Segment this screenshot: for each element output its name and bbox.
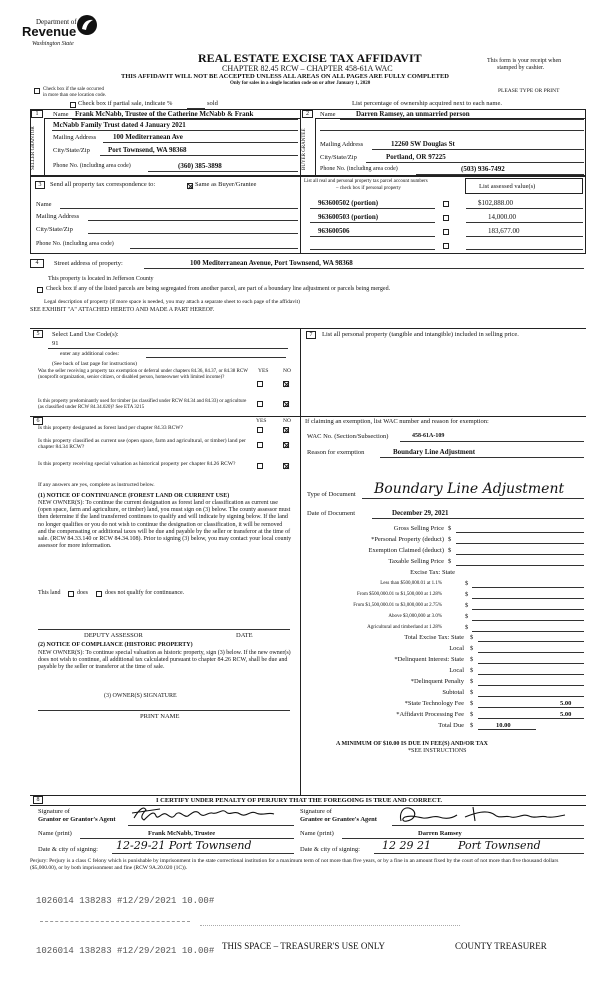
personal-dollar: $ bbox=[448, 536, 452, 543]
parcel-value[interactable]: 183,677.00 bbox=[488, 227, 520, 235]
agency-line2: Revenue bbox=[22, 24, 77, 39]
corr-phone-line[interactable] bbox=[130, 248, 298, 249]
section-3-number: 3 bbox=[35, 181, 45, 189]
same-as-buyer-label: Same as Buyer/Grantee bbox=[195, 181, 257, 188]
exemption-claimed-line[interactable] bbox=[456, 554, 584, 555]
buyer-city-label: City/State/Zip bbox=[320, 154, 357, 161]
dor-logo bbox=[22, 14, 100, 52]
q6-historic-yes[interactable] bbox=[257, 463, 263, 469]
grantee-date-city-label: Date & city of signing: bbox=[300, 846, 360, 853]
land-does-not-checkbox[interactable] bbox=[96, 591, 102, 597]
partial-sale-label: Check box if partial sale, indicate % bbox=[78, 100, 173, 107]
tier1-dollar: $ bbox=[465, 580, 469, 587]
delinquent-interest-line[interactable] bbox=[478, 663, 584, 664]
corr-mailing-label: Mailing Address bbox=[36, 213, 80, 220]
print-name-label: PRINT NAME bbox=[140, 713, 180, 720]
agency-line1: Department of bbox=[36, 18, 77, 26]
owner-signature-label: (3) OWNER(S) SIGNATURE bbox=[104, 693, 177, 699]
land-does-checkbox[interactable] bbox=[68, 591, 74, 597]
section-4-number: 4 bbox=[30, 259, 44, 268]
q5-exemption-question: Was the seller receiving a property tax exemption or deferral under chapters 84.36, 84.37, or 84.38 RCW (nonprofit organization, senior citizen, or disabled person, homeowner with limited income)? bbox=[38, 369, 248, 380]
corr-mailing-line[interactable] bbox=[88, 220, 298, 221]
tier1-line[interactable] bbox=[472, 587, 584, 588]
buyer-mailing-label: Mailing Address bbox=[320, 141, 364, 148]
taxable-selling-line[interactable] bbox=[456, 565, 584, 566]
seller-phone-label: Phone No. (including area code) bbox=[53, 163, 131, 169]
notice1-text: NEW OWNER(S): To continue the current designation as forest land or classification as current use (open space, farm and agriculture, or timber) land, you must sign on (3) below. The county assessor must then determine if the land transferred continues to qualify and will indicate by signing below. If the land no longer qualifies or you do not wish to continue the designation or classification, it will be removed and the compensating or additional taxes will be due and payable by the seller or transferor at the time of sale. (RCW 84.33.140 or RCW 84.34.108). Prior to signing (3) below, you may contact your local county assessor for more information. bbox=[38, 500, 292, 550]
delinquent-interest-label: *Delinquent Interest: State bbox=[394, 656, 464, 663]
q6-yes-header: YES bbox=[256, 418, 267, 424]
parcel-account[interactable]: 963600503 (portion) bbox=[318, 213, 379, 221]
affidavit-fee-dollar: $ bbox=[470, 711, 474, 718]
personal-property-deduct-label: *Personal Property (deduct) bbox=[371, 536, 444, 543]
wac-number[interactable]: 458-61A-109 bbox=[412, 433, 445, 439]
q6-current-use-no[interactable] bbox=[283, 442, 289, 448]
exemption-reason[interactable]: Boundary Line Adjustment bbox=[393, 448, 476, 456]
certify-statement: I CERTIFY UNDER PENALTY OF PERJURY THAT THE FOREGOING IS TRUE AND CORRECT. bbox=[156, 797, 443, 804]
seller-phone[interactable]: (360) 385-3898 bbox=[178, 162, 222, 170]
land-does-label: does bbox=[77, 590, 88, 596]
form-title: REAL ESTATE EXCISE TAX AFFIDAVIT bbox=[198, 51, 422, 65]
q6-current-use-yes[interactable] bbox=[257, 442, 263, 448]
personal-property-checkbox[interactable] bbox=[443, 201, 449, 207]
section-8-number: 8 bbox=[33, 796, 43, 804]
notice2-title: (2) NOTICE OF COMPLIANCE (HISTORIC PROPERTY) bbox=[38, 642, 193, 648]
cashier-stamp-1: 1026014 138283 #12/29/2021 10.00# bbox=[36, 896, 215, 906]
grantor-name-label: Name (print) bbox=[38, 830, 72, 837]
personal-property-checkbox[interactable] bbox=[443, 215, 449, 221]
multi-location-checkbox[interactable] bbox=[34, 88, 40, 94]
parcel-header1: List all real and personal property tax parcel account numbers bbox=[304, 179, 428, 184]
deputy-signature-line[interactable] bbox=[38, 629, 290, 630]
tier3-line[interactable] bbox=[472, 609, 584, 610]
parcel-value[interactable]: 14,000.00 bbox=[488, 213, 516, 221]
dor-logo-mark-icon bbox=[76, 14, 98, 36]
subtotal-dollar: $ bbox=[470, 689, 474, 696]
cashier-stamp-2: 1026014 138283 #12/29/2021 10.00# bbox=[36, 946, 215, 956]
seller-city-label: City/State/Zip bbox=[53, 147, 90, 154]
tier2-dollar: $ bbox=[465, 591, 469, 598]
total-due-label: Total Due bbox=[438, 722, 464, 729]
land-use-label: Select Land Use Code(s): bbox=[52, 331, 119, 338]
land-use-code[interactable]: 91 bbox=[52, 340, 59, 347]
grantor-date-city[interactable]: 12-29-21 Port Townsend bbox=[116, 839, 252, 852]
q6-no-header: NO bbox=[283, 418, 291, 424]
personal-property-checkbox[interactable] bbox=[443, 229, 449, 235]
taxable-dollar: $ bbox=[448, 558, 452, 565]
total-due-value[interactable]: 10.00 bbox=[496, 722, 511, 729]
total-excise-state-label: Total Excise Tax: State bbox=[404, 634, 464, 641]
multi-location-label1: Check box if the sale occurred bbox=[43, 87, 104, 92]
section-1-number: 1 bbox=[31, 110, 43, 118]
local-interest-label: Local bbox=[449, 667, 464, 674]
q6-current-use-question: Is this property classified as current use (open space, farm and agricultural, or timber) land per chapter 84.34 RCW? bbox=[38, 438, 246, 451]
local2-dollar: $ bbox=[470, 667, 474, 674]
grantor-name[interactable]: Frank McNabb, Trustee bbox=[148, 830, 216, 837]
same-as-buyer-checkbox[interactable] bbox=[187, 183, 193, 189]
this-land-label: This land bbox=[38, 590, 61, 596]
personal-property-text: List all personal property (tangible and intangible) included in selling price. bbox=[322, 331, 519, 338]
tier5-line[interactable] bbox=[472, 631, 584, 632]
form-chapter: CHAPTER 82.45 RCW – CHAPTER 458-61A WAC bbox=[222, 64, 393, 73]
segregation-text: Check box if any of the listed parcels are being segregated from another parcel, are part of a boundary line adjustment or parcels being merged. bbox=[46, 286, 391, 292]
subtotal-line[interactable] bbox=[478, 696, 584, 697]
form-warning: THIS AFFIDAVIT WILL NOT BE ACCEPTED UNLESS ALL AREAS ON ALL PAGES ARE FULLY COMPLETED bbox=[121, 73, 449, 80]
corr-name-line[interactable] bbox=[60, 208, 298, 209]
buyer-phone-label: Phone No. (including area code) bbox=[320, 166, 398, 172]
tier5-dollar: $ bbox=[465, 624, 469, 631]
section-5-number: 5 bbox=[33, 330, 43, 338]
tier4-label: Above $3,000,000 at 3.0% bbox=[388, 614, 442, 619]
doc-date[interactable]: December 29, 2021 bbox=[392, 509, 449, 517]
legal-description-label: Legal description of property (if more space is needed, you may attach a separate sheet to each page of the affidavit) bbox=[44, 299, 300, 305]
buyer-city[interactable]: Portland, OR 97225 bbox=[386, 153, 446, 161]
q5-timber-yes[interactable] bbox=[257, 401, 263, 407]
perjury-notice: Perjury: Perjury is a class C felony which is punishable by imprisonment in the state correctional institution for a maximum term of not more than five years, or by a fine in an amount fixed by the court of not more than five thousand dollars ($5,000.00), or by both imprisonment and fine (RCW 9A.20.020 (1C)). bbox=[30, 858, 559, 872]
tier1-label: Less than $500,000.01 at 1.1% bbox=[380, 581, 442, 586]
wac-label: WAC No. (Section/Subsection) bbox=[307, 433, 389, 440]
county-text: This property is located in Jefferson County bbox=[48, 276, 154, 282]
receipt-note1: This form is your receipt when bbox=[487, 58, 562, 64]
grantor-sig-label1: Signature of bbox=[38, 808, 70, 815]
section-2-number: 2 bbox=[302, 110, 313, 118]
property-street[interactable]: 100 Mediterranean Avenue, Port Townsend, WA 98368 bbox=[190, 259, 353, 267]
tech-fee-dollar: $ bbox=[470, 700, 474, 707]
grantee-sig-label2: Grantee or Grantee's Agent bbox=[300, 816, 377, 823]
delinquent-dollar: $ bbox=[470, 656, 474, 663]
total-due-dollar: $ bbox=[470, 722, 474, 729]
buyer-phone[interactable]: (503) 936-7492 bbox=[461, 165, 505, 173]
seller-name-label: Name bbox=[53, 111, 69, 118]
doc-type-label: Type of Document bbox=[307, 491, 356, 498]
local-tax-label: Local bbox=[449, 645, 464, 652]
seller-side-label: SELLER GRANTOR bbox=[31, 126, 36, 170]
tier4-line[interactable] bbox=[472, 620, 584, 621]
grantee-date[interactable]: 12 29 21 bbox=[382, 839, 431, 852]
q6-historic-no[interactable] bbox=[283, 463, 289, 469]
minimum-due-note: A MINIMUM OF $10.00 IS DUE IN FEE(S) AND/OR TAX bbox=[336, 741, 488, 747]
please-type: PLEASE TYPE OR PRINT bbox=[498, 88, 560, 94]
personal-property-line[interactable] bbox=[456, 543, 584, 544]
receipt-note2: stamped by cashier. bbox=[497, 65, 545, 71]
tier3-label: From $1,500,000.01 to $3,000,000 at 2.75% bbox=[353, 603, 442, 608]
affidavit-fee-label: *Affidavit Processing Fee bbox=[396, 711, 464, 718]
seller-city[interactable]: Port Townsend, WA 98368 bbox=[108, 146, 187, 154]
tier4-dollar: $ bbox=[465, 613, 469, 620]
grantor-signature[interactable] bbox=[130, 804, 295, 826]
q5-exemption-no[interactable] bbox=[283, 381, 289, 387]
exemption-claim-text: If claiming an exemption, list WAC number and reason for exemption: bbox=[305, 418, 489, 425]
grantor-sig-label2: Grantor or Grantor's Agent bbox=[38, 816, 116, 823]
q5-yes-header: YES bbox=[258, 368, 269, 374]
corr-city-line[interactable] bbox=[88, 233, 298, 234]
ownership-note: List percentage of ownership acquired next to each name. bbox=[352, 100, 502, 107]
seller-mailing[interactable]: 100 Mediterranean Ave bbox=[113, 133, 183, 141]
buyer-name-label: Name bbox=[320, 111, 336, 118]
corr-phone-label: Phone No. (including area code) bbox=[36, 241, 114, 247]
corr-city-label: City/State/Zip bbox=[36, 226, 73, 233]
penalty-dollar: $ bbox=[470, 678, 474, 685]
gross-selling-line[interactable] bbox=[456, 532, 584, 533]
street-label: Street address of property: bbox=[54, 260, 123, 267]
local-interest-line[interactable] bbox=[478, 674, 584, 675]
q5-exemption-yes[interactable] bbox=[257, 381, 263, 387]
if-yes-text: If any answers are yes, complete as instructed below. bbox=[38, 482, 155, 488]
q6-forest-question: Is this property designated as forest land per chapter 84.33 RCW? bbox=[38, 425, 183, 431]
q5-no-header: NO bbox=[283, 368, 291, 374]
grantor-date-city-label: Date & city of signing: bbox=[38, 846, 98, 853]
q6-forest-yes[interactable] bbox=[257, 427, 263, 433]
doc-type-handwritten[interactable]: Boundary Line Adjustment bbox=[374, 481, 565, 497]
delinquent-penalty-label: *Delinquent Penalty bbox=[410, 678, 464, 685]
see-instructions-note: *SEE INSTRUCTIONS bbox=[408, 748, 467, 754]
local-tax-line[interactable] bbox=[478, 652, 584, 653]
parcel-header2: – check box if personal property bbox=[336, 186, 401, 191]
scan-noise-2 bbox=[200, 925, 460, 934]
personal-property-checkbox[interactable] bbox=[443, 243, 449, 249]
multi-location-label2: in more than one location code. bbox=[43, 93, 107, 98]
gross-dollar: $ bbox=[448, 525, 452, 532]
land-use-see-back: (See back of last page for instructions) bbox=[52, 361, 137, 367]
treasurer-space-label: THIS SPACE – TREASURER'S USE ONLY bbox=[222, 941, 386, 951]
grantee-signature[interactable] bbox=[395, 803, 570, 825]
grantee-city[interactable]: Port Townsend bbox=[458, 839, 541, 852]
correspondence-label: Send all property tax correspondence to: bbox=[50, 181, 156, 188]
partial-sale-checkbox[interactable] bbox=[70, 102, 76, 108]
notice1-title: (1) NOTICE OF CONTINUANCE (FOREST LAND OR CURRENT USE) bbox=[38, 493, 230, 499]
gross-selling-label: Gross Selling Price bbox=[393, 525, 444, 532]
buyer-name[interactable]: Darren Ramsey, an unmarried person bbox=[356, 110, 470, 118]
total-state-dollar: $ bbox=[470, 634, 474, 641]
corr-name-label: Name bbox=[36, 201, 52, 208]
partial-sold-label: sold bbox=[207, 100, 218, 107]
grantee-name[interactable]: Darren Ramsey bbox=[418, 830, 462, 837]
doc-date-label: Date of Document bbox=[307, 510, 356, 517]
parcel-account[interactable]: 963600502 (portion) bbox=[318, 199, 379, 207]
exemption-deduct-label: Exemption Claimed (deduct) bbox=[368, 547, 444, 554]
affidavit-fee-value[interactable]: 5.00 bbox=[560, 711, 572, 718]
q6-historic-question: Is this property receiving special valuation as historical property per chapter 84.26 RCW? bbox=[38, 461, 236, 467]
delinquent-penalty-line[interactable] bbox=[478, 685, 584, 686]
tier3-dollar: $ bbox=[465, 602, 469, 609]
subtotal-label: Subtotal bbox=[442, 689, 464, 696]
q5-timber-question: Is this property predominantly used for timber (as classified under RCW 84.34 and 84.33) or agriculture (as classified under RCW 84.34.020)? See ETA 3215 bbox=[38, 399, 247, 410]
agency-line3: Washington State bbox=[32, 41, 74, 47]
notice2-text: NEW OWNER(S): To continue special valuation as historic property, sign (3) below. If the new owner(s) does not wish to continue, all additional tax calculated pursuant to chapter 84.26 RCW, shall be due and payable by the seller or transferor at the time of sale. bbox=[38, 650, 291, 671]
segregation-checkbox[interactable] bbox=[37, 287, 43, 293]
total-excise-state-line[interactable] bbox=[478, 641, 584, 642]
parcel-value[interactable]: $102,888.00 bbox=[478, 199, 513, 207]
owner-signature-line[interactable] bbox=[38, 710, 290, 711]
section-7-number: 7 bbox=[306, 331, 316, 339]
deputy-date-label: DATE bbox=[236, 632, 253, 639]
buyer-mailing[interactable]: 12260 SW Douglas St bbox=[391, 140, 455, 148]
tier5-label: Agricultural and timberland at 1.28% bbox=[367, 625, 442, 630]
section-6-number: 6 bbox=[33, 417, 43, 425]
assessed-header: List assessed value(s) bbox=[479, 183, 536, 190]
seller-name-line1[interactable]: Frank McNabb, Trustee of the Catherine McNabb & Frank bbox=[75, 110, 254, 118]
tier2-line[interactable] bbox=[472, 598, 584, 599]
legal-description[interactable]: SEE EXHIBIT "A" ATTACHED HERETO AND MADE A PART HEREOF. bbox=[30, 307, 215, 313]
seller-mailing-label: Mailing Address bbox=[53, 134, 97, 141]
seller-name-line2[interactable]: McNabb Family Trust dated 4 January 2021 bbox=[53, 121, 186, 129]
local-dollar: $ bbox=[470, 645, 474, 652]
tech-fee-label: *State Technology Fee bbox=[404, 700, 464, 707]
form-use-note: Only for sales in a single location code on or after January 1, 2020 bbox=[230, 81, 371, 86]
q5-timber-no[interactable] bbox=[283, 401, 289, 407]
tech-fee-value[interactable]: 5.00 bbox=[560, 700, 572, 707]
parcel-account[interactable]: 963600506 bbox=[318, 227, 350, 235]
land-does-not-label: does not qualify for continuance. bbox=[105, 590, 185, 596]
land-use-additional: enter any additional codes: bbox=[60, 351, 120, 357]
taxable-selling-label: Taxable Selling Price bbox=[388, 558, 444, 565]
scan-noise bbox=[40, 921, 190, 928]
deputy-assessor-label: DEPUTY ASSESSOR bbox=[84, 632, 143, 639]
tier2-label: From $500,000.01 to $1,500,000 at 1.28% bbox=[357, 592, 442, 597]
exemption-dollar: $ bbox=[448, 547, 452, 554]
grantee-name-label: Name (print) bbox=[300, 830, 334, 837]
buyer-side-label: BUYER GRANTEE bbox=[302, 128, 307, 170]
excise-state-label: Excise Tax: State bbox=[410, 569, 455, 576]
county-treasurer-label: COUNTY TREASURER bbox=[455, 941, 547, 951]
exemption-reason-label: Reason for exemption bbox=[307, 449, 365, 456]
grantee-sig-label1: Signature of bbox=[300, 808, 332, 815]
q6-forest-no[interactable] bbox=[283, 427, 289, 433]
